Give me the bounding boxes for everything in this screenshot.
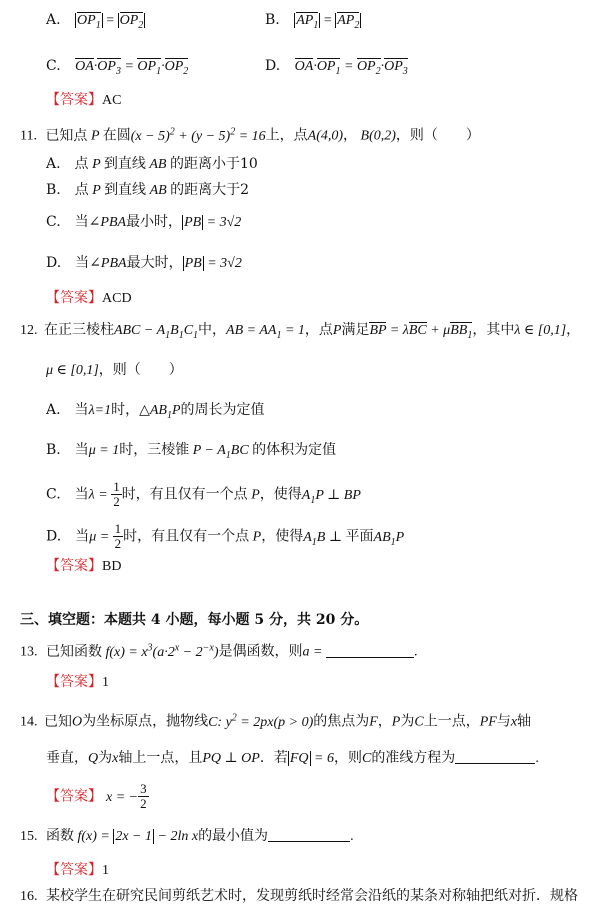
q12-option-c: C. 当λ = $\frac{1}{2}$ 时，有且仅有一个点 P，使得$A_1P$ ⊥ BP [46, 479, 361, 509]
q12-answer: 【答案】BD [46, 558, 122, 574]
q11-answer: 【答案】ACD [46, 290, 132, 306]
q12-option-d: D. 当μ = $\frac{1}{2}$ 时，有且仅有一个点 P，使得$A_1B$ ⊥ 平面$AB_1P$ [46, 521, 405, 551]
q11-option-b: B. 点 P 到直线 AB 的距离大于2 [46, 182, 250, 198]
q10-option-a: A. $OP_1 = OP_2$ [46, 12, 144, 31]
q11-option-c: C. 当∠PBA最小时， PB = 3√2 [46, 214, 242, 230]
q10-option-d: D. $OA\cdot OP_1 = OP_2\cdot OP_3$ [265, 58, 408, 77]
q14-answer-blank[interactable] [455, 749, 535, 764]
q15-answer-blank[interactable] [268, 827, 350, 842]
q16-stem: 16. 某校学生在研究民间剪纸艺术时，发现剪纸时经常会沿纸的某条对称轴把纸对折．规格 [20, 888, 578, 904]
q10-option-c: C. $OA\cdot OP_3 = OP_1\cdot OP_2$ [46, 58, 189, 77]
q10-option-b: B. $AP_1 = AP_2$ [265, 12, 360, 31]
q13-answer-blank[interactable] [326, 643, 414, 658]
q11-option-a: A. 点 P 到直线 AB 的距离小于10 [46, 156, 258, 172]
q14-stem-line2: 垂直，Q为x轴上一点，且PQ ⊥ OP．若 FQ = 6，则C的准线方程为 . [46, 750, 539, 766]
q14-stem: 14. 已知O为坐标原点，抛物线C: $y^2 = 2px(p > 0)$的焦点为F，P为C上一点，PF与x轴 [20, 712, 532, 730]
q15-stem: 15. 函数 f(x) = 2x − 1 − 2ln x的最小值为 . [20, 828, 354, 844]
q13-answer: 【答案】1 [46, 674, 109, 690]
q13-stem: 13. 已知函数 $f(x) = x^3(a\cdot 2^x - 2^{-x})$是偶函数，则a = . [20, 642, 418, 660]
q11-stem: 11. 已知点 P 在圆$(x - 5)^2 + (y - 5)^2 = 16$上，点A(4,0)， B(0,2)，则（ ） [20, 126, 480, 144]
section-heading: 三、填空题：本题共 4 小题，每小题 5 分，共 20 分。 [20, 612, 369, 628]
q12-stem: 12. 在正三棱柱ABC − $A_1B_1C_1$中，AB = $AA_1 = 1$，点P满足BP = λBC + μBB$_1$，其中λ ∈ [0,1]， [20, 322, 581, 341]
q15-answer: 【答案】1 [46, 862, 109, 878]
q11-option-d: D. 当∠PBA最大时， PB = 3√2 [46, 255, 242, 271]
q12-option-a: A. 当λ=1时，$\triangle AB_1P$的周长为定值 [46, 402, 265, 421]
q14-answer: 【答案】 x = − $\frac{3}{2}$ [46, 781, 147, 811]
q12-stem-line2: μ ∈ [0,1]，则（ ） [46, 362, 183, 378]
q12-option-b: B. 当μ = 1时，三棱锥 $P - A_1BC$ 的体积为定值 [46, 442, 337, 461]
q10-answer: 【答案】AC [46, 92, 122, 108]
